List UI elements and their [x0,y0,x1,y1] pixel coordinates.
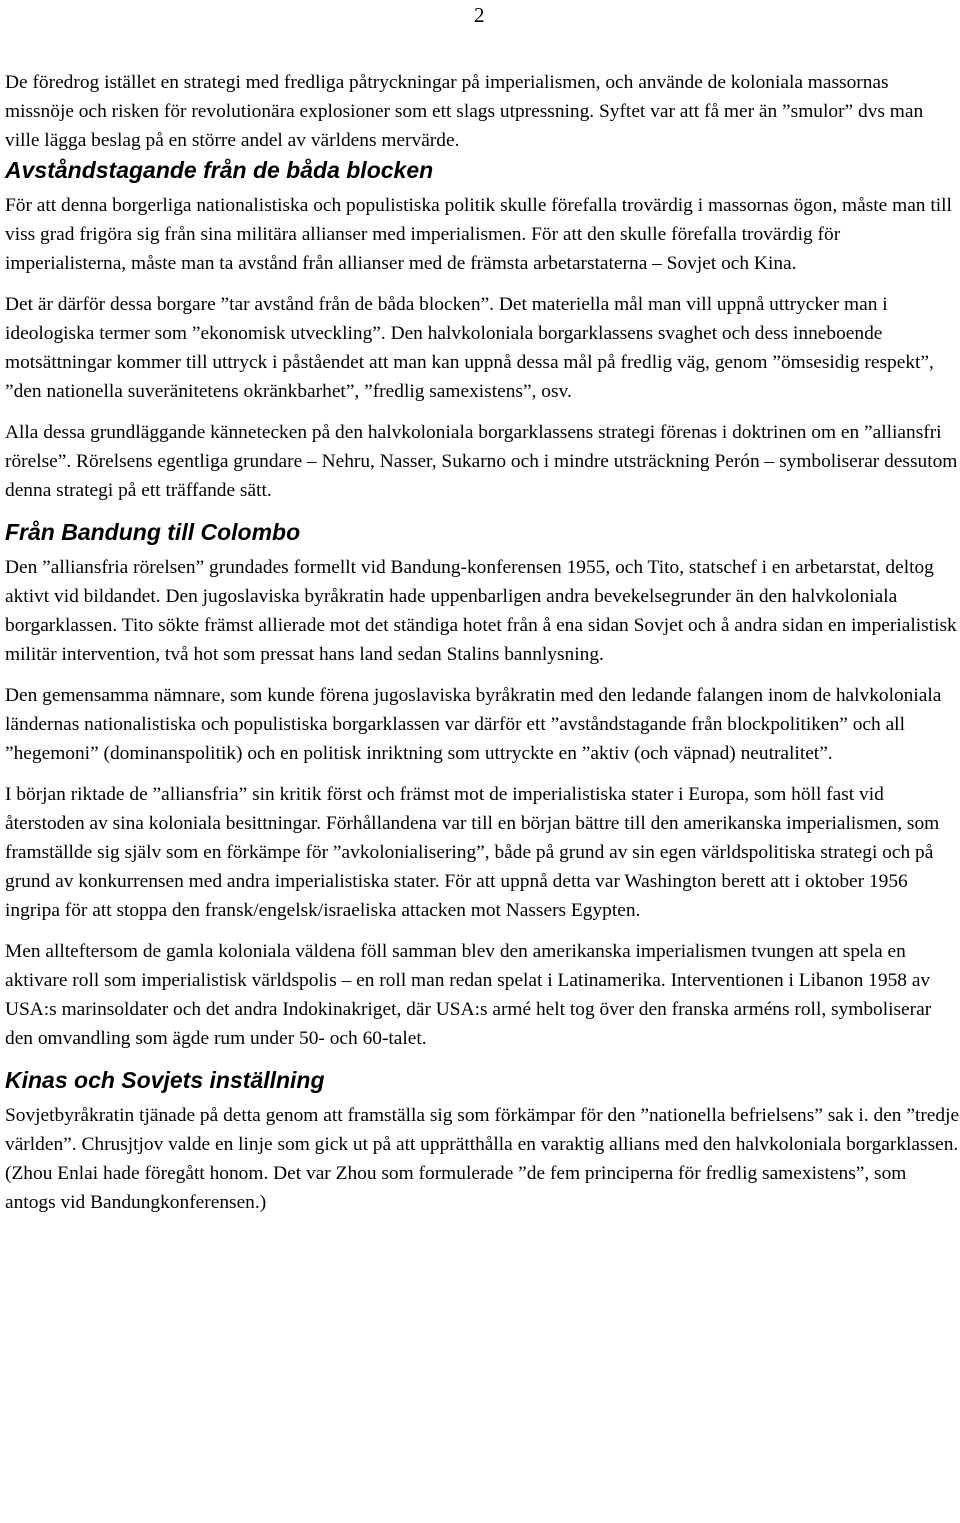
paragraph-intro: De föredrog istället en strategi med fredliga påtryckningar på imperialismen, och använde de koloniala massornas missnöje och risken för revolutionära explosioner som ett slags utpressning. Syftet var att få mer än ”smulor” dvs man ville lägga beslag på en större andel av världens mervärde. [5,72,924,151]
paragraph: Men allteftersom de gamla koloniala väldena föll samman blev den amerikanska imperialismen tvungen att spela en aktivare roll som imperialistisk världspolis – en roll man redan spelat i Latinamerika. Interventionen i Libanon 1958 av USA:s marinsoldater och det andra Indokinakriget, där USA:s armé helt tog över den franska arméns roll, symboliserar den omvandling som ägde rum under 50- och 60-talet. [5,941,932,1049]
paragraph: För att denna borgerliga nationalistiska och populistiska politik skulle förefalla trovärdig i massornas ögon, måste man till viss grad frigöra sig från sina militära allianser med imperialismen. För att den skulle förefalla trovärdig för imperialisterna, måste man ta avstånd från allianser med de främsta arbetarstaterna – Sovjet och Kina. [5,195,952,274]
paragraph: Den ”alliansfria rörelsen” grundades formellt vid Bandung-konferensen 1955, och Tito, statschef i en arbetarstat, deltog aktivt vid bildandet. Den jugoslaviska byråkratin hade uppenbarligen andra bevekelsegrunder än den halvkoloniala borgarklassen. Tito sökte främst allierade mot det ständiga hotet från å ena sidan Sovjet och å andra sidan en imperialistisk militär intervention, två hot som pressat hans land sedan Stalins bannlysning. [5,557,957,665]
paragraph: I början riktade de ”alliansfria” sin kritik först och främst mot de imperialistiska stater i Europa, som höll fast vid återstoden av sina koloniala besittningar. Förhållandena var till en början bättre till den amerikanska imperialismen, som framställde sig själv som en förkämpe för ”avkolonialisering”, både på grund av sin egen världspolitiska strategi och på grund av konkurrensen med andra imperialistiska stater. För att uppnå detta var Washington berett att i oktober 1956 ingripa för att stoppa den fransk/engelsk/israeliska attacken mot Nassers Egypten. [5,784,940,921]
document-body [5,68,960,1229]
section-heading-avstandstagande: Avståndstagande från de båda blocken [5,157,434,183]
paragraph: Alla dessa grundläggande kännetecken på den halvkoloniala borgarklassens strategi förenas i doktrinen om en ”alliansfri rörelse”. Rörelsens egentliga grundare – Nehru, Nasser, Sukarno och i mindre utsträckning Perón – symboliserar dessutom denna strategi på ett träffande sätt. [5,422,958,501]
section-heading-kinas-och-sovjets: Kinas och Sovjets inställning [5,1067,325,1093]
paragraph: Det är därför dessa borgare ”tar avstånd från de båda blocken”. Det materiella mål man vill uppnå uttrycker man i ideologiska termer som ”ekonomisk utveckling”. Den halvkoloniala borgarklassens svaghet och dess inneboende motsättningar kommer till uttryck i påståendet att man kan uppnå dessa mål på fredlig väg, genom ”ömsesidig respekt”, ”den nationella suveränitetens okränkbarhet”, ”fredlig samexistens”, osv. [5,294,934,402]
paragraph: Den gemensamma nämnare, som kunde förena jugoslaviska byråkratin med den ledande falangen inom de halvkoloniala ländernas nationalistiska och populistiska borgarklassen var därför ett ”avståndstagande från blockpolitiken” och all ”hegemoni” (dominanspolitik) och en politisk inriktning som uttryckte en ”aktiv (och väpnad) neutralitet”. [5,685,942,764]
page-number: 2 [474,3,485,27]
section-heading-bandung: Från Bandung till Colombo [5,519,301,545]
paragraph: Sovjetbyråkratin tjänade på detta genom att framställa sig som förkämpar för den ”nationella befrielsens” sak i. den ”tredje världen”. Chrusjtjov valde en linje som gick ut på att upprätthålla en varaktig allians med den halvkoloniala borgarklassen. (Zhou Enlai hade föregått honom. Det var Zhou som formulerade ”de fem principerna för fredlig samexistens”, som antogs vid Bandungkonferensen.) [5,1105,960,1213]
